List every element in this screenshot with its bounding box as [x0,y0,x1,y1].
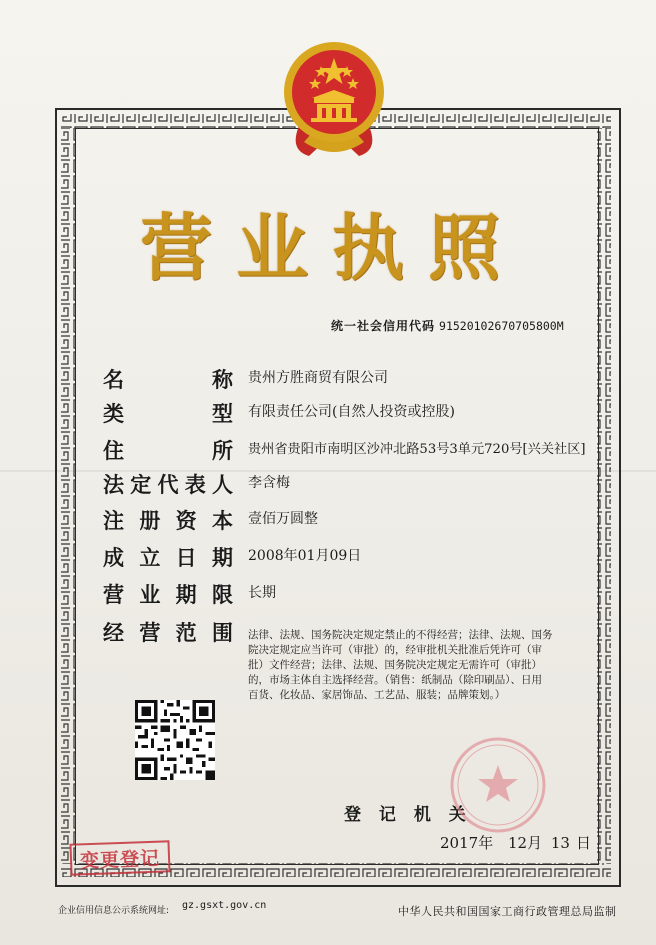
field-value: 贵州省贵阳市南明区沙冲北路53号3单元720号[兴关社区] [248,442,586,457]
national-emblem-icon [279,38,389,162]
change-registration-stamp: 变更登记 [69,840,170,875]
scope-line: 的，市场主体自主选择经营。（销售：纸制品（除印刷品）、日用 [248,674,542,686]
label-char: 名 [103,368,124,392]
label-char: 资 [175,509,197,533]
qr-code[interactable] [135,700,215,780]
field-type [103,398,618,426]
credit-code-value: 91520102670705800M [439,319,564,333]
label-char: 本 [211,509,233,533]
scope-line: 院决定规定应当许可（审批）的，经审批机关批准后凭许可（审 [248,644,542,656]
field-registered-capital [103,505,618,533]
label-char: 所 [212,439,233,463]
label-char: 住 [103,439,124,463]
credit-code [331,317,591,334]
reg-month: 12 [507,834,528,852]
reg-month-unit: 月 [527,834,543,852]
label-char: 称 [212,368,233,392]
field-label [103,398,233,428]
title-char: 业 [235,205,324,290]
field-label [103,505,233,535]
field-value: 李含梅 [248,475,290,491]
field-legal-representative [103,469,618,497]
field-label [103,469,233,499]
label-char: 成 [103,546,124,570]
label-char: 限 [211,583,233,607]
label-char: 经 [103,621,124,645]
label-char: 业 [139,583,161,607]
field-value: 贵州方胜商贸有限公司 [248,370,388,386]
field-label [103,617,233,647]
label-char: 注 [103,509,124,533]
scope-line: 批）文件经营；法律、法规、国务院决定规定无需许可（审批） [248,659,542,671]
reg-day-unit: 日 [575,834,591,852]
field-established-date [103,542,618,570]
label-char: 表 [184,473,206,497]
field-value: 2008年01月09日 [248,548,362,564]
title-char: 执 [332,205,421,290]
label-char: 型 [212,402,233,426]
official-seal-icon [448,735,548,835]
label-char: 法 [103,473,124,497]
label-char: 立 [139,546,161,570]
label-char: 类 [103,402,124,426]
document-title [0,190,656,294]
field-value: 壹佰万圆整 [248,511,318,527]
label-char: 范 [175,621,197,645]
label-char: 营 [103,583,124,607]
footer-supervisor: 中华人民共和国国家工商行政管理总局监制 [398,905,617,918]
footer-url-link[interactable]: gz.gsxt.gov.cn [182,900,267,911]
scope-line: 百货、化妆品、家居饰品、工艺品、服装；品牌策划。） [248,689,506,701]
business-scope-text [248,628,588,703]
label-char: 营 [139,621,161,645]
label-char: 代 [157,473,179,497]
title-char: 营 [139,205,228,290]
scope-line: 法律、法规、国务院决定规定禁止的不得经营；法律、法规、国务 [248,629,553,641]
field-label [103,435,233,465]
label-char: 期 [175,583,197,607]
title-char: 照 [428,205,517,290]
label-char: 围 [211,621,233,645]
label-char: 定 [130,473,152,497]
field-business-term [103,579,618,607]
label-char: 册 [139,509,161,533]
label-char: 日 [175,546,197,570]
reg-day: 13 [550,834,570,852]
registration-authority-label: 登 记 机 关 [344,805,472,825]
field-label [103,579,233,609]
label-char: 人 [212,473,233,497]
field-value: 长期 [248,585,276,601]
reg-year-unit: 年 [478,834,494,852]
registration-date [440,832,591,853]
field-value: 有限责任公司(自然人投资或控股) [248,404,455,420]
field-label [103,364,233,394]
reg-year: 2017 [440,834,479,852]
field-name [103,364,618,392]
field-label [103,542,233,572]
field-address [103,435,618,463]
label-char: 期 [211,546,233,570]
footer-system-label: 企业信用信息公示系统网址: [58,906,170,916]
credit-code-label: 统一社会信用代码 [331,319,436,333]
